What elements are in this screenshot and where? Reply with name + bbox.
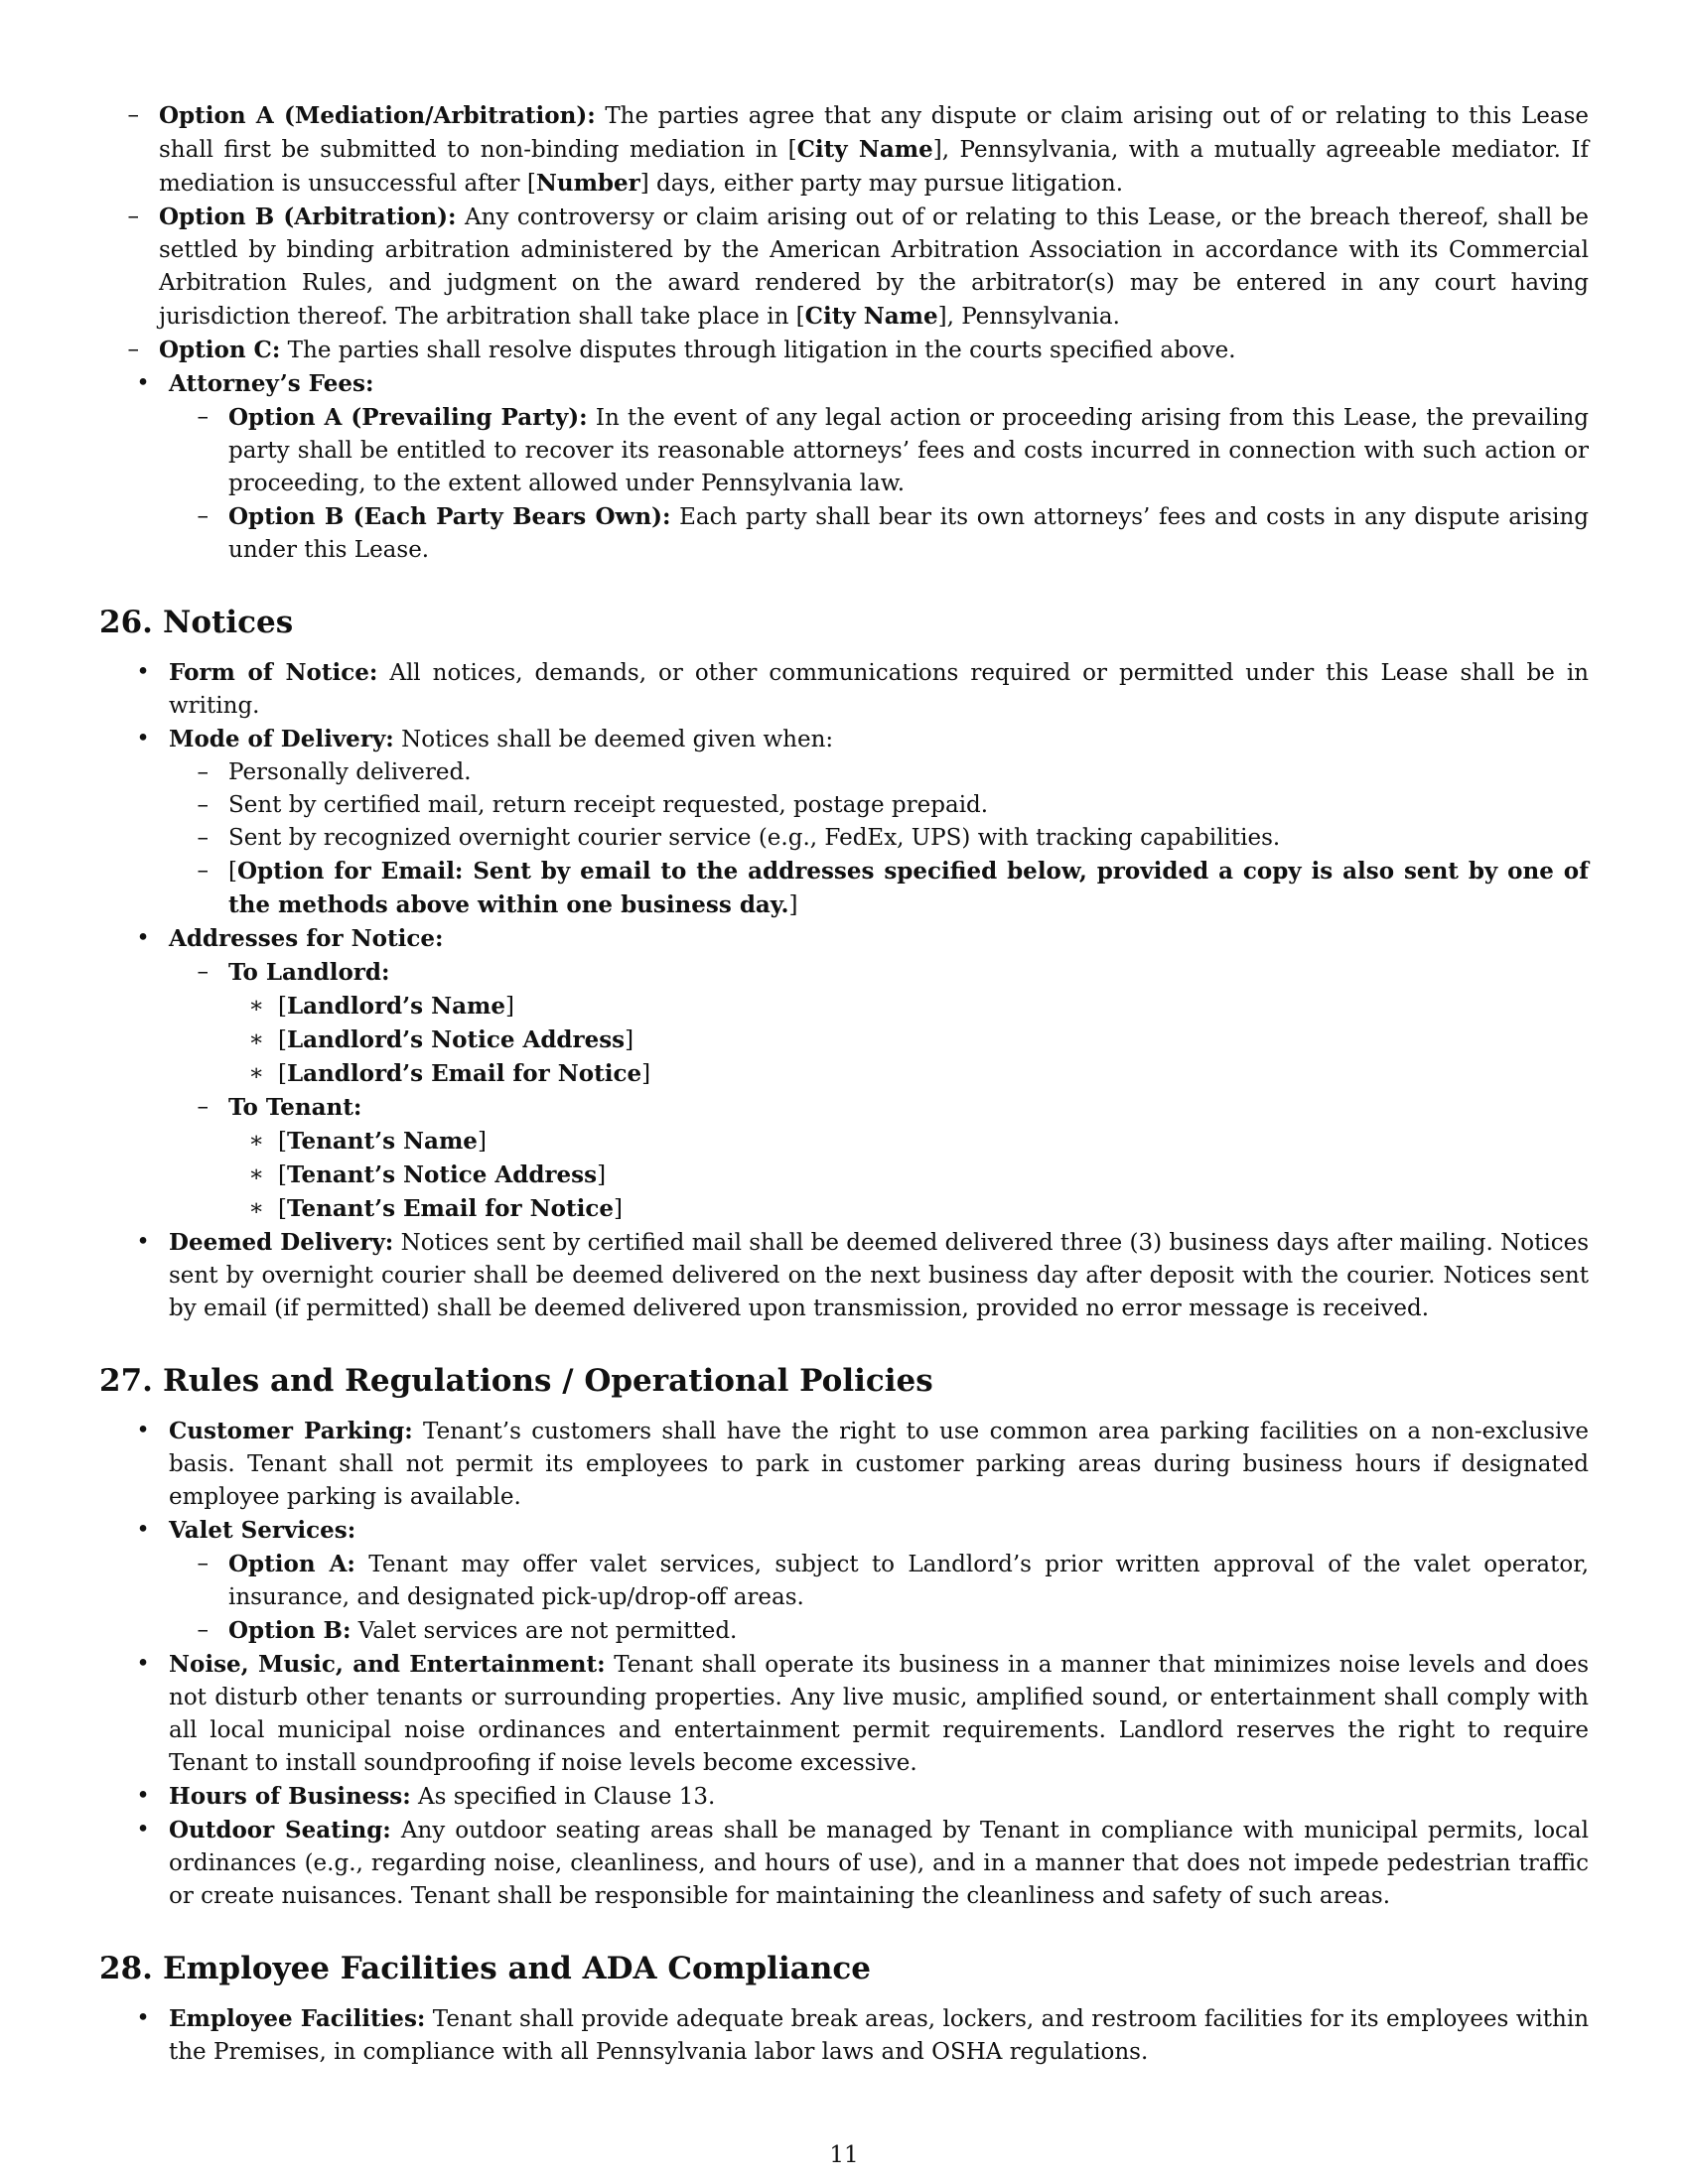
delivery-method: – Personally delivered. <box>197 759 472 785</box>
to-landlord: – To Landlord: ∗ [Landlord’s Name] ∗ [Landlord’s Notice Address] ∗ [Landlord’s Email for Notice] <box>169 956 1589 1091</box>
placeholder-field: ∗ [Landlord’s Email for Notice] <box>248 1060 651 1087</box>
fees-option-b: – Option B (Each Party Bears Own): Each party shall bear its own attorneys’ fees and costs in any dispute arising under this Lease. <box>197 503 1590 563</box>
section-27-heading: 27. Rules and Regulations / Operational Policies <box>99 1363 933 1399</box>
mode-of-delivery-item: • Mode of Delivery: Notices shall be deemed given when: – Personally delivered. – Sent by certified mail, return receipt requested, postage prepaid. – Sent by recognized overnight courier service (e.g., FedEx, UPS) with tracking capabilities. – [Option for Email: Sent by email to the addresses specified below, provided a copy is also sent by one of the methods above within one business day.] <box>99 723 1589 922</box>
placeholder-field: ∗ [Landlord’s Notice Address] <box>248 1026 634 1053</box>
outdoor-seating-item: • Outdoor Seating: Any outdoor seating areas shall be managed by Tenant in compliance with municipal permits, local ordinances (e.g., regarding noise, cleanliness, and hours of use), and in a manner that does not impede pedestrian traffic or create nuisances. Tenant shall be responsible for maintaining the cleanliness and safety of such areas. <box>136 1817 1590 1909</box>
placeholder-field: ∗ [Tenant’s Notice Address] <box>248 1161 607 1188</box>
employee-facilities-item: • Employee Facilities: Tenant shall provide adequate break areas, lockers, and restroom facilities for its employees within the Premises, in compliance with all Pennsylvania labor laws and OSHA regulations. <box>136 2005 1590 2065</box>
delivery-methods <box>169 756 1589 922</box>
document-body <box>99 99 1589 2069</box>
dispute-option-c: – Option C: The parties shall resolve disputes through litigation in the courts specified above. <box>127 337 1236 363</box>
landlord-fields <box>228 990 1589 1091</box>
dispute-options <box>99 99 1589 367</box>
continued-list-item <box>99 99 1589 367</box>
valet-option-a: – Option A: Tenant may offer valet services, subject to Landlord’s prior written approval of the valet operator, insurance, and designated pick-up/drop-off areas. <box>197 1551 1590 1610</box>
tenant-fields <box>228 1125 1589 1226</box>
to-tenant: – To Tenant: ∗ [Tenant’s Name] ∗ [Tenant’s Notice Address] ∗ [Tenant’s Email for Notice] <box>169 1091 1589 1226</box>
delivery-method: – Sent by certified mail, return receipt requested, postage prepaid. <box>197 792 989 818</box>
attorneys-fees-item: • Attorney’s Fees: – Option A (Prevailing Party): In the event of any legal action or proceeding arising from this Lease, the prevailing party shall be entitled to recover its reasonable attorneys’ fees and costs incurred in connection with such action or proceeding, to the extent allowed under Pennsylvania law. – Option B (Each Party Bears Own): Each party shall bear its own attorneys’ fees and costs in any dispute arising under this Lease. <box>99 367 1589 567</box>
continued-list <box>99 99 1589 567</box>
attorneys-fees-options <box>169 401 1589 567</box>
section-28-heading: 28. Employee Facilities and ADA Compliance <box>99 1951 871 1986</box>
form-of-notice-item: • Form of Notice: All notices, demands, or other communications required or permitted under this Lease shall be in writing. <box>136 659 1589 719</box>
valet-option-b: – Option B: Valet services are not permitted. <box>197 1617 738 1644</box>
customer-parking-item: • Customer Parking: Tenant’s customers shall have the right to use common area parking facilities on a non-exclusive basis. Tenant shall not permit its employees to park in customer parking areas during business hours if designated employee parking is available. <box>136 1418 1590 1510</box>
section-26-list <box>99 656 1589 1325</box>
delivery-method: – Sent by recognized overnight courier service (e.g., FedEx, UPS) with tracking capabilities. <box>197 825 1281 851</box>
section-27-list <box>99 1415 1589 1913</box>
fees-option-a: – Option A (Prevailing Party): In the event of any legal action or proceeding arising from this Lease, the prevailing party shall be entitled to recover its reasonable attorneys’ fees and costs incurred in connection with such action or proceeding, to the extent allowed under Pennsylvania law. <box>197 404 1589 496</box>
addresses-for-notice-item: • Addresses for Notice: – To Landlord: ∗ [Landlord’s Name] ∗ [Landlord’s Notice Address] ∗ [Landlord’s Email for Notice] – To Tenant: ∗ [Tenant’s Name] ∗ [Tenant’s Notice Address] ∗ [Tenant’s Email for Notice] <box>99 922 1589 1226</box>
deemed-delivery-item: • Deemed Delivery: Notices sent by certified mail shall be deemed delivered three (3) business days after mailing. Notices sent by overnight courier shall be deemed delivered on the next business day after deposit with the courier. Notices sent by email (if permitted) shall be deemed delivered upon transmission, provided no error message is received. <box>136 1229 1590 1321</box>
placeholder-field: ∗ [Tenant’s Email for Notice] <box>248 1195 623 1222</box>
valet-options <box>169 1548 1589 1648</box>
placeholder-field: ∗ [Landlord’s Name] <box>248 993 514 1020</box>
section-28-list <box>99 2002 1589 2069</box>
placeholder-field: ∗ [Tenant’s Name] <box>248 1128 487 1155</box>
page-number: 11 <box>829 2142 859 2168</box>
noise-music-item: • Noise, Music, and Entertainment: Tenant shall operate its business in a manner that minimizes noise levels and does not disturb other tenants or surrounding properties. Any live music, amplified sound, or entertainment shall comply with all local municipal noise ordinances and entertainment permit requirements. Landlord reserves the right to require Tenant to install soundproofing if noise levels become excessive. <box>136 1651 1589 1776</box>
delivery-method-email-option: – [Option for Email: Sent by email to the addresses specified below, provided a copy is also sent by one of the methods above within one business day.] <box>197 858 1589 918</box>
notice-recipients <box>169 956 1589 1226</box>
hours-of-business-item: • Hours of Business: As specified in Clause 13. <box>136 1783 716 1810</box>
valet-services-item: • Valet Services: – Option A: Tenant may offer valet services, subject to Landlord’s prior written approval of the valet operator, insurance, and designated pick-up/drop-off areas. – Option B: Valet services are not permitted. <box>99 1514 1589 1648</box>
dispute-option-a: – Option A (Mediation/Arbitration): The parties agree that any dispute or claim arising out of or relating to this Lease shall first be submitted to non-binding mediation in [City Name], Pennsylvania, with a mutually agreeable mediator. If mediation is unsuccessful after [Number] days, either party may pursue litigation. <box>127 102 1589 197</box>
dispute-option-b: – Option B (Arbitration): Any controversy or claim arising out of or relating to this Lease, or the breach thereof, shall be settled by binding arbitration administered by the American Arbitration Association in accordance with its Commercial Arbitration Rules, and judgment on the award rendered by the arbitrator(s) may be entered in any court having jurisdiction thereof. The arbitration shall take place in [City Name], Pennsylvania. <box>127 204 1590 330</box>
section-26-heading: 26. Notices <box>99 605 294 640</box>
